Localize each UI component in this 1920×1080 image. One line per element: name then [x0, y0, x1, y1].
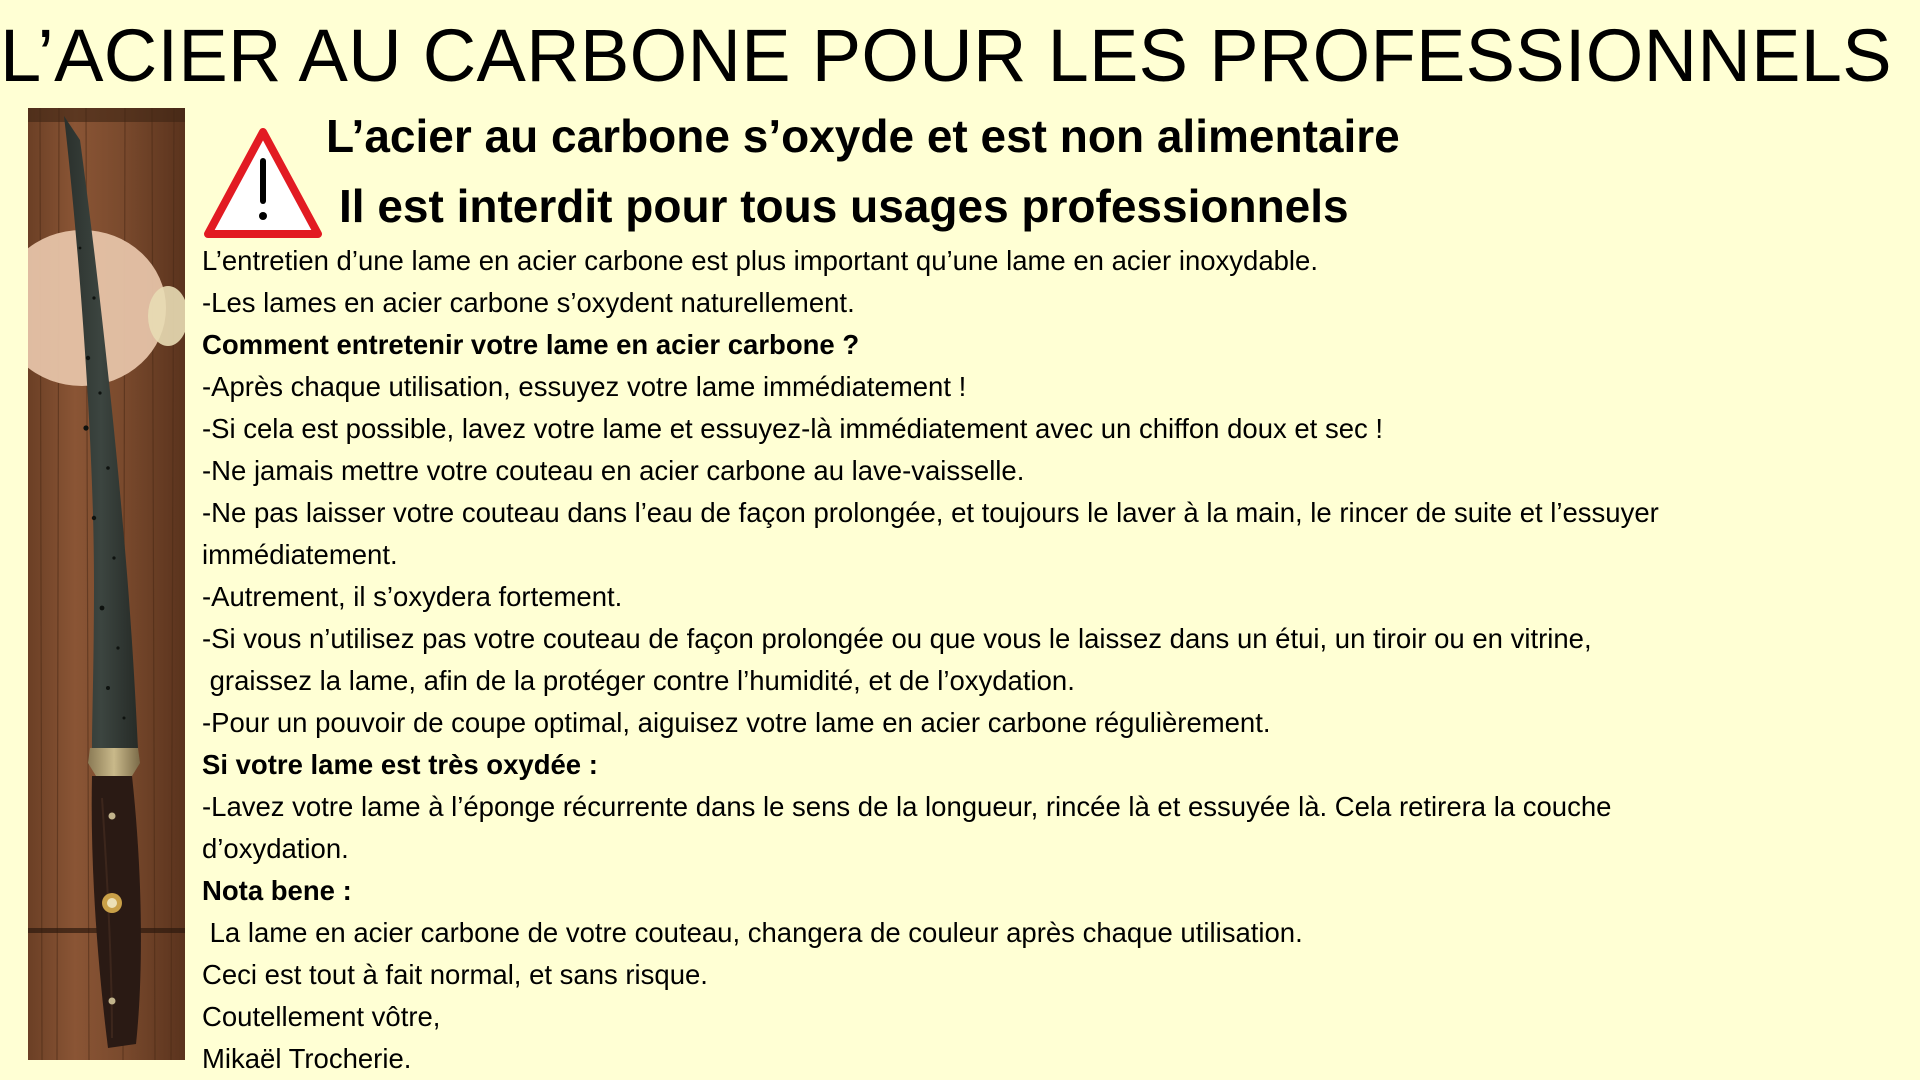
nota-bene-line: Ceci est tout à fait normal, et sans risque. [202, 959, 708, 990]
closing-text: Coutellement vôtre, [202, 1001, 441, 1032]
intro-text: L’entretien d’une lame en acier carbone est plus important qu’une lame en acier inoxydable. [202, 245, 1318, 276]
oxidized-tip: -Lavez votre lame à l’éponge récurrente dans le sens de la longueur, rincée là et essuyée là. Cela retirera la couche [202, 791, 1612, 822]
warning-triangle-icon [202, 124, 324, 242]
care-tip: immédiatement. [202, 539, 398, 570]
oxidized-tip: d’oxydation. [202, 833, 349, 864]
warning-line-oxidation: L’acier au carbone s’oxyde et est non alimentaire [326, 110, 1400, 162]
warning-line-prohibition: Il est interdit pour tous usages professionnels [339, 180, 1349, 232]
care-tip: -Autrement, il s’oxydera fortement. [202, 581, 623, 612]
oxidation-note: -Les lames en acier carbone s’oxydent naturellement. [202, 287, 855, 318]
care-tip: -Pour un pouvoir de coupe optimal, aiguisez votre lame en acier carbone régulièrement. [202, 707, 1271, 738]
care-tip: -Ne pas laisser votre couteau dans l’eau de façon prolongée, et toujours le laver à la main, le rincer de suite et l’essuyer [202, 497, 1659, 528]
care-tip: -Si vous n’utilisez pas votre couteau de façon prolongée ou que vous le laissez dans un étui, un tiroir ou en vitrine, [202, 623, 1592, 654]
care-tip: graissez la lame, afin de la protéger contre l’humidité, et de l’oxydation. [202, 665, 1075, 696]
oxidized-heading: Si votre lame est très oxydée : [202, 749, 598, 780]
nota-bene-line: La lame en acier carbone de votre couteau, changera de couleur après chaque utilisation. [202, 917, 1303, 948]
care-heading: Comment entretenir votre lame en acier carbone ? [202, 329, 860, 360]
signature: Mikaël Trocherie. [202, 1043, 412, 1074]
knife-photo [28, 108, 185, 1060]
care-tip: -Si cela est possible, lavez votre lame et essuyez-là immédiatement avec un chiffon doux et sec ! [202, 413, 1384, 444]
nota-bene-heading: Nota bene : [202, 875, 352, 906]
care-tip: -Après chaque utilisation, essuyez votre lame immédiatement ! [202, 371, 967, 402]
care-instructions [202, 240, 1842, 1080]
page-title: L’ACIER AU CARBONE POUR LES PROFESSIONNELS [0, 14, 1892, 97]
care-tip: -Ne jamais mettre votre couteau en acier carbone au lave-vaisselle. [202, 455, 1025, 486]
